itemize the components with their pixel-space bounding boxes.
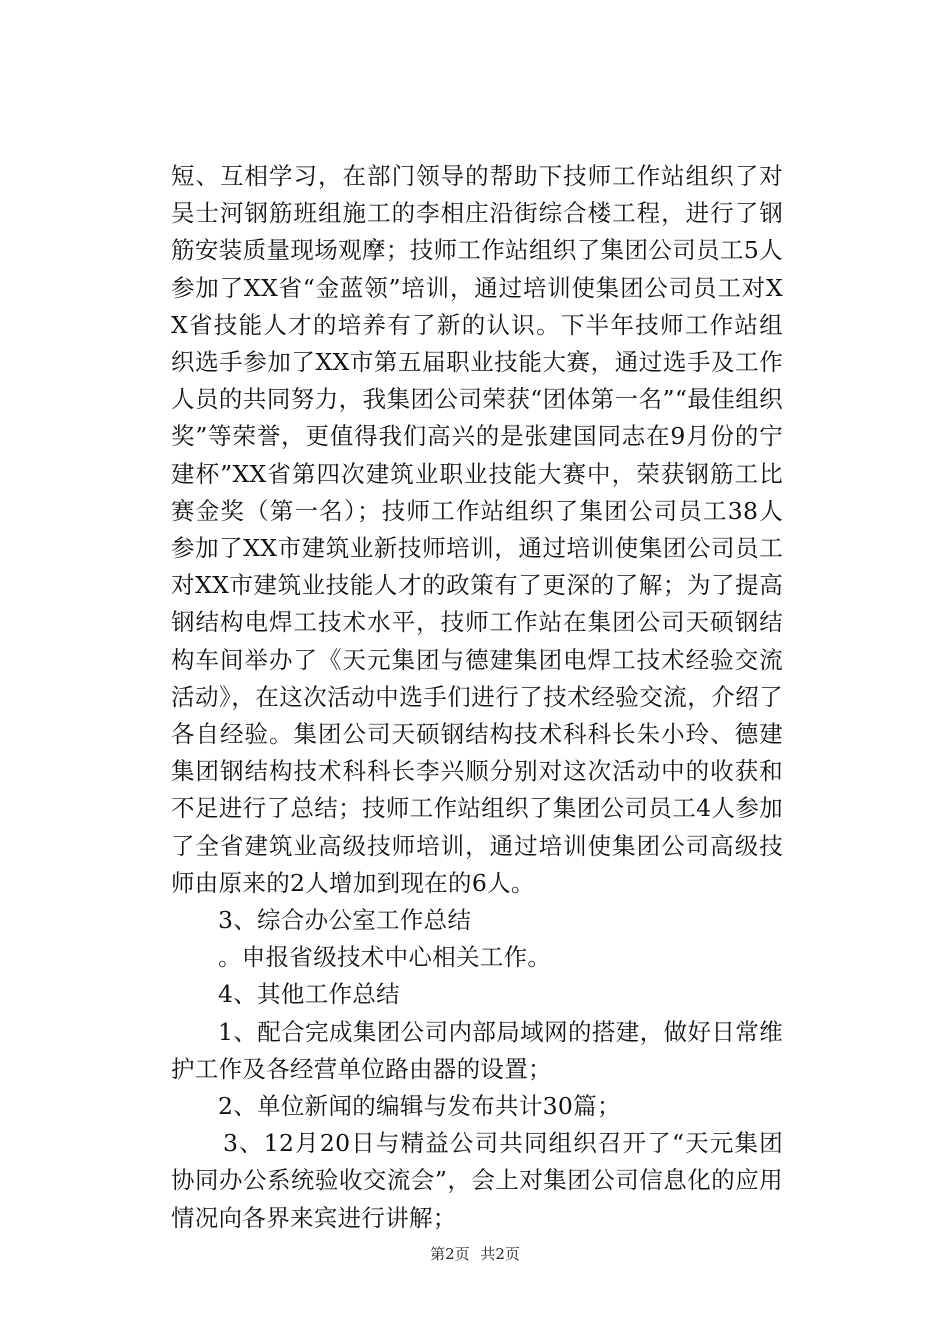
paragraph-training-summary: 短、互相学习，在部门领导的帮助下技师工作站组织了对吴士河钢筋班组施工的李相庄沿街综合楼工程，进行了钢筋安装质量现场观摩；技师工作站组织了集团公司员工5人参加了XX省“金蓝领”培训，通过培训使集团公司员工对XX省技能人才的培养有了新的认识。下半年技师工作站组织选手参加了XX市第五届职业技能大赛，通过选手及工作人员的共同努力，我集团公司荣获“团体第一名”“最佳组织奖”等荣誉，更值得我们高兴的是张建国同志在9月份的宁建杯”XX省第四次建筑业职业技能大赛中，荣获钢筋工比赛金奖（第一名）；技师工作站组织了集团公司员工38人参加了XX市建筑业新技师培训，通过培训使集团公司员工对XX市建筑业技能人才的政策有了更深的了解；为了提高钢结构电焊工技术水平，技师工作站在集团公司天硕钢结构车间举办了《天元集团与德建集团电焊工技术经验交流活动》，在这次活动中选手们进行了技术经验交流，介绍了各自经验。集团公司天硕钢结构技术科科长朱小玲、德建集团钢结构技术科科长李兴顺分别对这次活动中的收获和不足进行了总结；技师工作站组织了集团公司员工4人参加了全省建筑业高级技师培训，通过培训使集团公司高级技师由原来的2人增加到现在的6人。 [171, 162, 783, 897]
page-number: 第2页 [430, 1245, 470, 1263]
heading-other-summary: 4、其他工作总结 [218, 980, 400, 1009]
paragraph-tech-center: 。申报省级技术中心相关工作。 [218, 943, 552, 972]
list-item-meeting: 3、12月20日与精益公司共同组织召开了“天元集团协同办公系统验收交流会”，会上对集团公司信息化的应用情况向各界来宾进行讲解； [171, 1129, 783, 1232]
document-body [171, 158, 783, 1237]
list-item-lan: 1、配合完成集团公司内部局域网的搭建，做好日常维护工作及各经营单位路由器的设置； [171, 1017, 783, 1083]
page-footer [0, 1244, 950, 1264]
heading-office-summary: 3、综合办公室工作总结 [218, 906, 472, 935]
page-total: 共2页 [480, 1245, 520, 1263]
list-item-news: 2、单位新闻的编辑与发布共计30篇； [218, 1092, 621, 1121]
